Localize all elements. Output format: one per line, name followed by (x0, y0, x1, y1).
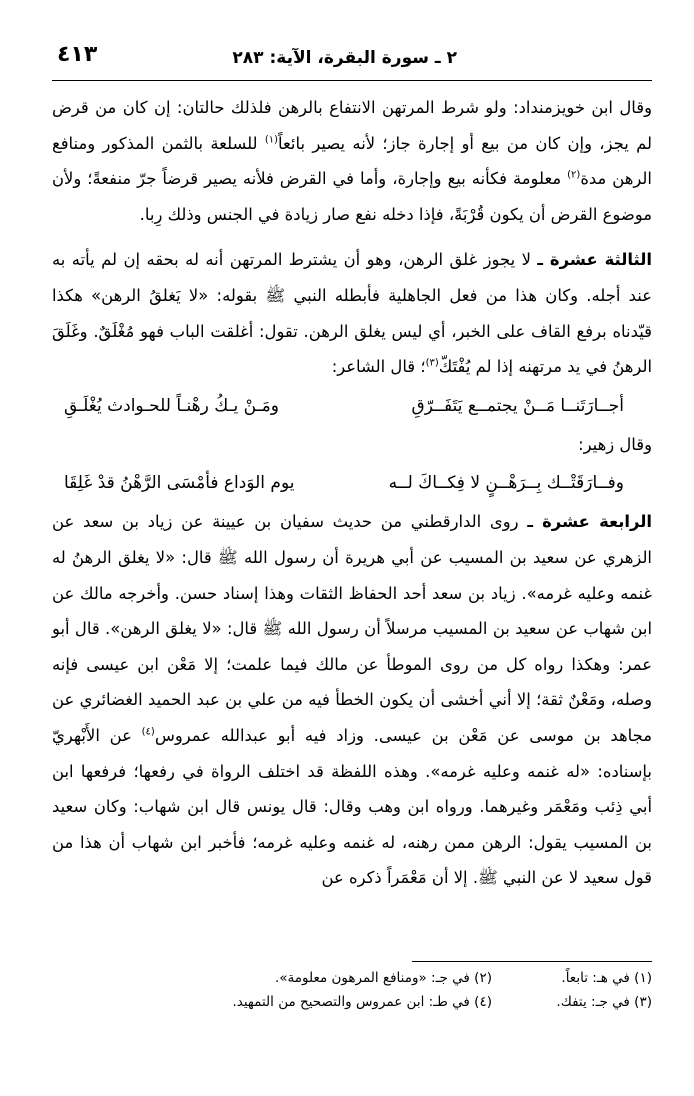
footnote-ref-1: (١) (264, 134, 279, 146)
issue-heading-13: الثالثة عشرة ـ (537, 250, 652, 270)
page-header (52, 42, 652, 76)
verse-2-second-hemistich: يوم الوَداع فأمْسَى الرَّهْنُ قدْ غَلِقَا (64, 473, 295, 494)
verse-1-second-hemistich: ومَـنْ يـكُ رهْنـاً للحـوادث يُغْلَـقِ (64, 395, 279, 416)
footnote-row (52, 990, 652, 1014)
verse-2-first-hemistich: وفــارَقَتْــك بِــرَهْــنٍ لا فِكــاكَ لــه (388, 473, 624, 494)
footnote-row (52, 966, 652, 990)
footnotes (52, 966, 652, 1014)
footnote-1: (١) في هـ: تابعاً. (561, 970, 652, 986)
page-number: ٤١٣ (57, 42, 98, 67)
footnote-ref-4: (٤) (141, 726, 155, 738)
issue-heading-14: الرابعة عشرة ـ (527, 512, 652, 532)
footnote-3: (٣) في جـ: يتفك. (556, 994, 652, 1010)
footnote-4: (٤) في طـ: ابن عمروس والتصحيح من التمهيد. (232, 994, 492, 1010)
main-text (52, 90, 652, 896)
footnote-rule (412, 961, 652, 962)
poetry-verse-2 (52, 462, 652, 504)
paragraph-issue-13: الثالثة عشرة ـ لا يجوز غلق الرهن، وهو أن يشترط المرتهن أنه له بحقه إن لم يأته به عند أجله. وكان هذا من فعل الجاهلية فأبطله النبي ﷺ بقوله: «لا يَغلقُ الرهن» هكذا قيّدناه برفع القاف على الخبر، أي ليس يغلق الرهن. تقول: أغلقت الباب فهو مُغْلَقٌ. وغَلَقَ الرهنُ في يد مرتهنه إذا لم يُفْتَكّ$^{(٣)}$؛ قال الشاعر: (52, 250, 652, 377)
poetry-verse-1 (52, 385, 652, 427)
footnote-ref-2: (٢) (567, 169, 581, 181)
paragraph-khuwayzmindad: وقال ابن خويزمنداد: ولو شرط المرتهن الانتفاع بالرهن فلذلك حالتان: إن كان من قرض لم يجز، وإن كان من بيع أو إجارة جاز؛ لأنه يصير بائعاً$^{(١)}$ للسلعة بالثمن المذكور ومنافع الرهن مدة$^{(٢)}$ معلومة فكأنه بيع وإجارة، وأما في القرض فلأنه يصير قرضاً جرّ منفعةً؛ ولأن موضوع القرض أن يكون قُرْبَةً، فإذا دخله نفع صار زيادة في الجنس وذلك رِبا. (52, 98, 652, 224)
paragraph-issue-14: الرابعة عشرة ـ روى الدارقطني من حديث سفيان بن عيينة عن زياد بن سعد عن الزهري عن سعيد بن المسيب عن أبي هريرة أن رسول الله ﷺ قال: «لا يغلق الرهنُ له غنمه وعليه غرمه». زياد بن سعد أحد الحفاظ الثقات وهذا إسناد حسن. وأخرجه مالك عن ابن شهاب عن سعيد بن المسيب مرسلاً أن رسول الله ﷺ قال: «لا يغلق الرهن». قال أبو عمر: وهكذا رواه كل من روى الموطأ عن مالك فيما علمت؛ إلا مَعْن ابن عيسى فإنه وصله، ومَعْنٌ ثقة؛ إلا أني أخشى أن يكون الخطأ فيه من علي بن عبد الحميد الغضائري عن مجاهد بن موسى عن مَعْن بن عيسى. وزاد فيه أبو عبدالله عمروس$^{(٤)}$ عن الأَبْهريّ بإسناده: «له غنمه وعليه غرمه». وهذه اللفظة قد اختلف الرواة في رفعها؛ فرفعها ابن أبي ذِئب ومَعْمَر وغيرهما. ورواه ابن وهب وقال: قال يونس قال ابن شهاب: وكان سعيد بن المسيب يقول: الرهن ممن رهنه، له غنمه وعليه غرمه؛ فأخبر ابن شهاب أن هذا من قول سعيد لا عن النبي ﷺ. إلا أن مَعْمَراً ذكره عن (52, 512, 652, 888)
footnote-2: (٢) في جـ: «ومنافع المرهون معلومة». (274, 970, 492, 986)
header-rule (52, 80, 652, 81)
verse-1-first-hemistich: أجــارَتَنــا مَــنْ يجتمــع يَتَفَــرّقِ (411, 395, 624, 416)
zuhair-intro: وقال زهير: (578, 434, 652, 454)
footnote-ref-3: (٣) (425, 357, 439, 369)
running-title: ٢ ـ سورة البقرة، الآية: ٢٨٣ (232, 48, 457, 68)
